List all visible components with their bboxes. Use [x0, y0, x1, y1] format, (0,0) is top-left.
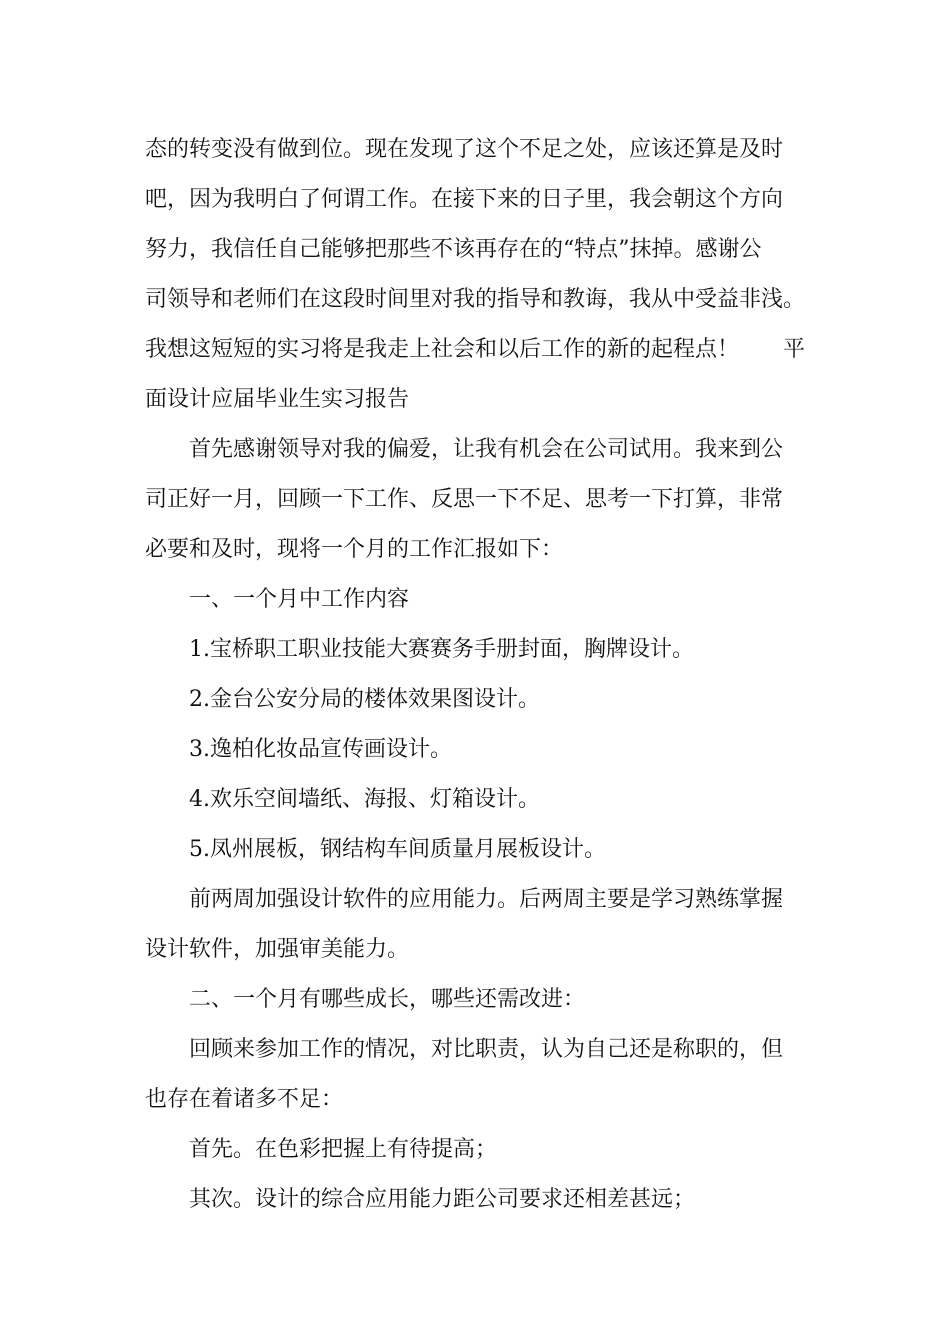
text-line: 也存在着诸多不足： [145, 1087, 344, 1112]
list-item: 2.金台公安分局的楼体效果图设计。 [189, 687, 540, 712]
list-item: 3.逸柏化妆品宣传画设计。 [189, 737, 452, 762]
list-item: 5.凤州展板，钢结构车间质量月展板设计。 [189, 837, 606, 862]
text-line: 我想这短短的实习将是我走上社会和以后工作的新的起程点！ 平 [145, 337, 806, 362]
section-title: 面设计应届毕业生实习报告 [145, 387, 410, 412]
paragraph-start: 前两周加强设计软件的应用能力。后两周主要是学习熟练掌握 [189, 887, 784, 912]
text-line: 设计软件，加强审美能力。 [145, 937, 410, 962]
heading-one: 一、一个月中工作内容 [189, 587, 410, 612]
text-line: 司正好一月，回顾一下工作、反思一下不足、思考一下打算，非常 [145, 487, 784, 512]
text-line: 吧，因为我明白了何谓工作。在接下来的日子里，我会朝这个方向 [145, 187, 784, 212]
heading-two: 二、一个月有哪些成长，哪些还需改进： [189, 987, 586, 1012]
text-line: 态的转变没有做到位。现在发现了这个不足之处，应该还算是及时 [145, 137, 784, 162]
text-line: 努力，我信任自己能够把那些不该再存在的“特点”抹掉。感谢公 [145, 237, 762, 262]
text-line: 必要和及时，现将一个月的工作汇报如下： [145, 537, 564, 562]
text-line: 首先。在色彩把握上有待提高； [189, 1137, 498, 1162]
paragraph-start: 首先感谢领导对我的偏爱，让我有机会在公司试用。我来到公 [189, 437, 784, 462]
list-item: 4.欢乐空间墙纸、海报、灯箱设计。 [189, 787, 540, 812]
paragraph-start: 回顾来参加工作的情况，对比职责，认为自己还是称职的，但 [189, 1037, 784, 1062]
text-line: 司领导和老师们在这段时间里对我的指导和教诲，我从中受益非浅。 [145, 287, 806, 312]
list-item: 1.宝桥职工职业技能大赛赛务手册封面，胸牌设计。 [189, 637, 694, 662]
text-line: 其次。设计的综合应用能力距公司要求还相差甚远； [189, 1187, 696, 1212]
